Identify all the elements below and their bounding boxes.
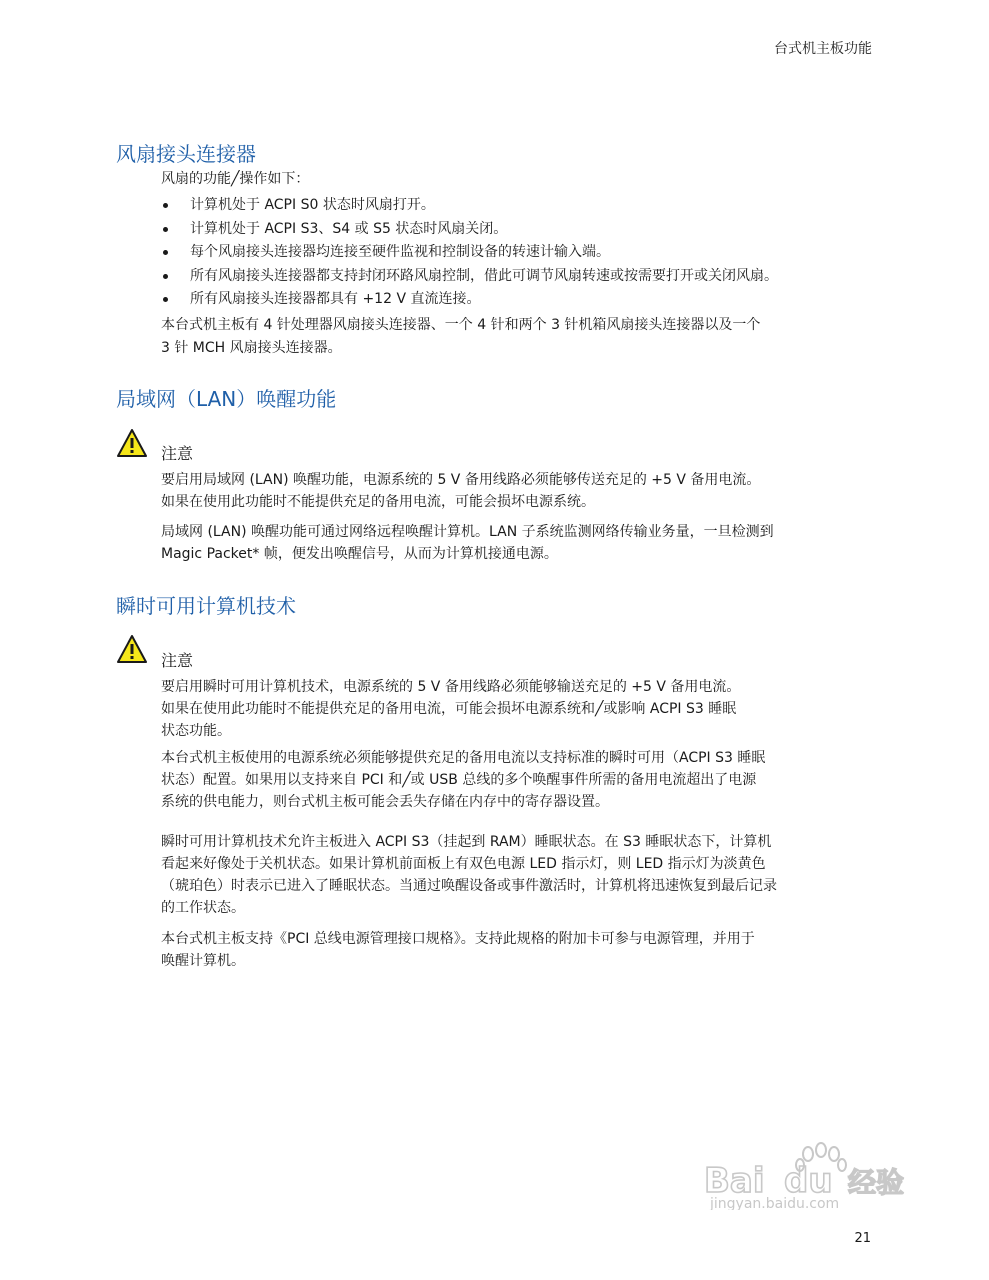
list-item: 计算机处于 ACPI S0 状态时风扇打开。 <box>161 194 876 218</box>
ia-p2-line-3: （琥珀色）时表示已进入了睡眠状态。当通过唤醒设备或事件激活时，计算机将迅速恢复到最后记录 <box>161 878 777 894</box>
ia-p2-line-1: 瞬时可用计算机技术允许主板进入 ACPI S3（挂起到 RAM）睡眠状态。在 S3 睡眠状态下，计算机 <box>161 834 772 850</box>
ia-p3-line-1: 本台式机主板支持《PCI 总线电源管理接口规格》。支持此规格的附加卡可参与电源管理，并用于 <box>161 931 755 947</box>
svg-text:Bai: Bai <box>704 1161 765 1201</box>
section-title-wake-on-lan: 局域网（LAN）唤醒功能 <box>116 387 337 411</box>
list-item: 计算机处于 ACPI S3、S4 或 S5 状态时风扇关闭。 <box>161 218 876 242</box>
lan-note-line-2: 如果在使用此功能时不能提供充足的备用电流，可能会损坏电源系统。 <box>161 494 595 510</box>
svg-text:经验: 经验 <box>848 1166 905 1199</box>
bullet-dot <box>163 227 168 232</box>
lan-paragraph-line-1: 局域网 (LAN) 唤醒功能可通过网络远程唤醒计算机。LAN 子系统监测网络传输业务量，一旦检测到 <box>161 524 774 540</box>
warning-icon <box>116 428 148 458</box>
note-label: 注意 <box>161 651 194 670</box>
ia-note-line-1: 要启用瞬时可用计算机技术，电源系统的 5 V 备用线路必须能够输送充足的 +5 V 备用电流。 <box>161 679 741 695</box>
ia-p3-line-2: 唤醒计算机。 <box>161 953 245 969</box>
ia-p2-line-2: 看起来好像处于关机状态。如果计算机前面板上有双色电源 LED 指示灯，则 LED 指示灯为淡黄色 <box>161 856 766 872</box>
ia-p1-line-3: 系统的供电能力，则台式机主板可能会丢失存储在内存中的寄存器设置。 <box>161 794 609 810</box>
page-number: 21 <box>854 1231 871 1246</box>
bullet-dot <box>163 203 168 208</box>
bullet-dot <box>163 274 168 279</box>
ia-note-line-3: 状态功能。 <box>161 723 231 739</box>
fan-paragraph-line-2: 3 针 MCH 风扇接头连接器。 <box>161 340 342 356</box>
ia-p2-line-4: 的工作状态。 <box>161 900 245 916</box>
bullet-dot <box>163 297 168 302</box>
list-item: 每个风扇接头连接器均连接至硬件监视和控制设备的转速计输入端。 <box>161 241 876 265</box>
ia-note-line-2: 如果在使用此功能时不能提供充足的备用电流，可能会损坏电源系统和╱或影响 ACPI S3 睡眠 <box>161 701 737 717</box>
running-header: 台式机主板功能 <box>774 41 872 57</box>
warning-icon <box>116 634 148 664</box>
list-item: 所有风扇接头连接器都具有 +12 V 直流连接。 <box>161 288 876 312</box>
fan-paragraph-line-1: 本台式机主板有 4 针处理器风扇接头连接器、一个 4 针和两个 3 针机箱风扇接头连接器以及一个 <box>161 317 761 333</box>
note-label: 注意 <box>161 444 194 463</box>
list-item: 所有风扇接头连接器都支持封闭环路风扇控制，借此可调节风扇转速或按需要打开或关闭风扇。 <box>161 265 876 289</box>
lan-paragraph-line-2: Magic Packet* 帧，便发出唤醒信号，从而为计算机接通电源。 <box>161 546 558 562</box>
section-title-instantly-available: 瞬时可用计算机技术 <box>116 594 296 618</box>
ia-p1-line-1: 本台式机主板使用的电源系统必须能够提供充足的备用电流以支持标准的瞬时可用（ACPI S3 睡眠 <box>161 750 766 766</box>
svg-text:jingyan.baidu.com: jingyan.baidu.com <box>710 1196 840 1210</box>
baidu-watermark-logo <box>700 1140 930 1210</box>
lan-note-line-1: 要启用局域网 (LAN) 唤醒功能，电源系统的 5 V 备用线路必须能够传送充足的 +5 V 备用电流。 <box>161 472 761 488</box>
fan-bullet-list <box>161 194 876 312</box>
bullet-dot <box>163 250 168 255</box>
section-title-fan-header: 风扇接头连接器 <box>116 142 256 166</box>
ia-p1-line-2: 状态）配置。如果用以支持来自 PCI 和╱或 USB 总线的多个唤醒事件所需的备用电流超出了电源 <box>161 772 757 788</box>
svg-text:du: du <box>784 1161 833 1201</box>
fan-intro: 风扇的功能╱操作如下： <box>161 171 310 187</box>
